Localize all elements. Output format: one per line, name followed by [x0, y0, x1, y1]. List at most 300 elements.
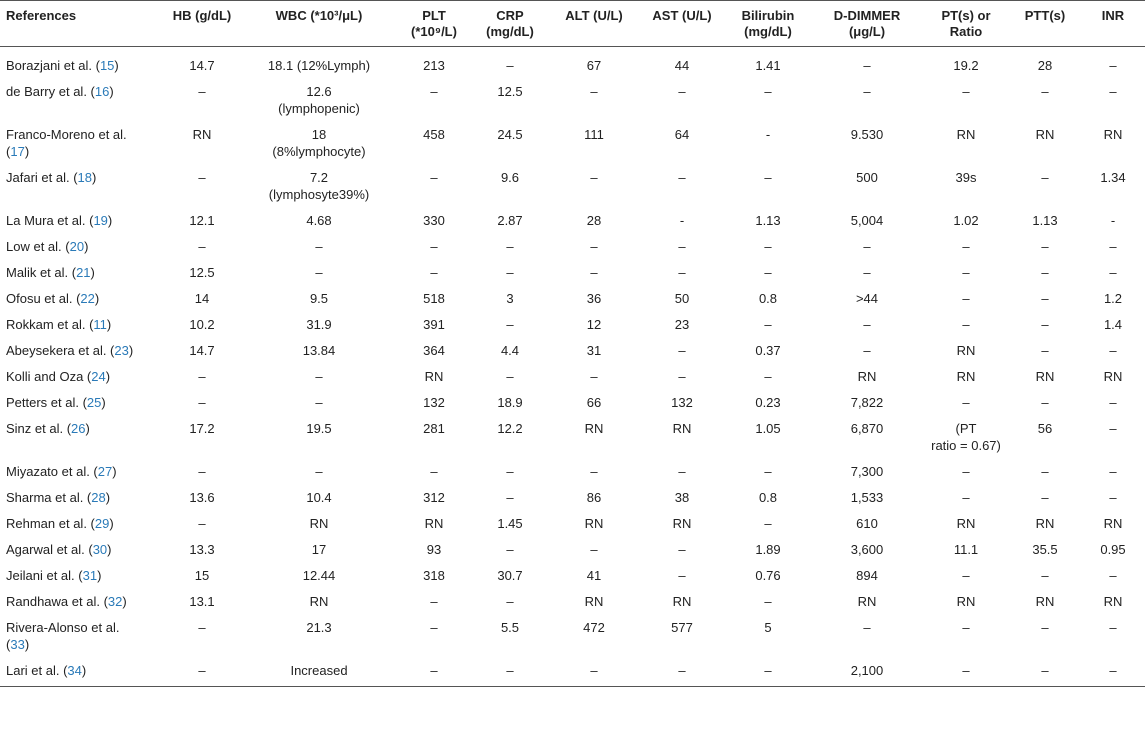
value-cell: –	[1109, 395, 1117, 410]
table-row	[0, 236, 1145, 262]
value-cell: –	[1041, 239, 1049, 254]
value-cell: 1.13	[1032, 213, 1058, 228]
value-cell: RN	[672, 421, 692, 436]
value-cell: 894	[856, 568, 878, 583]
table-row	[0, 565, 1145, 591]
reference-cell: Agarwal et al. (30)	[6, 542, 112, 557]
value-cell: 12.44	[302, 568, 336, 583]
column-header: HB (g/dL)	[172, 8, 232, 23]
value-cell: 364	[423, 343, 445, 358]
reference-cell: Rivera-Alonso et al. (33)	[6, 620, 120, 652]
value-cell: 610	[856, 516, 878, 531]
value-cell: 9.530	[850, 127, 884, 142]
author-text: Petters et al. (	[6, 395, 87, 410]
value-cell: 14	[194, 291, 210, 306]
reference-link[interactable]: 23	[114, 343, 129, 358]
value-cell: –	[506, 265, 514, 280]
column-header: Bilirubin (mg/dL)	[741, 8, 795, 39]
value-cell: –	[430, 663, 438, 678]
table-row	[0, 124, 1145, 167]
value-cell: (PT ratio = 0.67)	[931, 421, 1001, 453]
value-cell: –	[1109, 343, 1117, 358]
value-cell: –	[430, 265, 438, 280]
value-cell: –	[764, 170, 772, 185]
value-cell: RN	[1035, 127, 1055, 142]
value-cell: 213	[423, 58, 445, 73]
reference-cell: Ofosu et al. (22)	[6, 291, 100, 306]
value-cell: 3,600	[850, 542, 884, 557]
value-cell: 23	[674, 317, 690, 332]
reference-cell: Miyazato et al. (27)	[6, 464, 117, 479]
value-cell: –	[198, 516, 206, 531]
value-cell: –	[590, 265, 598, 280]
value-cell: –	[506, 542, 514, 557]
value-cell: 67	[586, 58, 602, 73]
value-cell: RN	[309, 516, 329, 531]
value-cell: 13.84	[302, 343, 336, 358]
author-text: Sinz et al. (	[6, 421, 72, 436]
author-text: Agarwal et al. (	[6, 542, 93, 557]
table-row	[0, 366, 1145, 392]
value-cell: –	[863, 58, 871, 73]
reference-cell: Jeilani et al. (31)	[6, 568, 102, 583]
reference-link[interactable]: 21	[76, 265, 91, 280]
table-row	[0, 392, 1145, 418]
value-cell: –	[1109, 620, 1117, 635]
value-cell: 12.5	[497, 84, 523, 99]
value-cell: 28	[1037, 58, 1053, 73]
value-cell: 12.2	[497, 421, 523, 436]
value-cell: 28	[586, 213, 602, 228]
value-cell: 5.5	[500, 620, 520, 635]
reference-link[interactable]: 27	[97, 464, 113, 479]
value-cell: –	[962, 291, 970, 306]
value-cell: RN	[424, 516, 444, 531]
value-cell: –	[678, 542, 686, 557]
value-cell: RN	[192, 127, 212, 142]
reference-cell: Sinz et al. (26)	[6, 421, 90, 436]
value-cell: –	[1041, 395, 1049, 410]
value-cell: 13.3	[189, 542, 215, 557]
author-text: Low et al. (	[6, 239, 70, 254]
value-cell: –	[1041, 317, 1049, 332]
table-row	[0, 617, 1145, 660]
value-cell: 31.9	[306, 317, 332, 332]
value-cell: –	[590, 84, 598, 99]
value-cell: 330	[423, 213, 445, 228]
value-cell: –	[430, 464, 438, 479]
value-cell: –	[678, 239, 686, 254]
value-cell: 5	[764, 620, 772, 635]
value-cell: 38	[674, 490, 690, 505]
column-header: INR	[1101, 8, 1125, 23]
value-cell: –	[590, 663, 598, 678]
reference-link[interactable]: 25	[86, 395, 102, 410]
value-cell: RN	[1103, 516, 1123, 531]
value-cell: 13.1	[189, 594, 215, 609]
value-cell: –	[506, 58, 514, 73]
value-cell: –	[1109, 239, 1117, 254]
value-cell: –	[962, 265, 970, 280]
table-row	[0, 210, 1145, 236]
value-cell: 132	[671, 395, 693, 410]
value-cell: –	[1041, 663, 1049, 678]
value-cell: 0.37	[755, 343, 781, 358]
value-cell: –	[764, 594, 772, 609]
value-cell: 1,533	[850, 490, 884, 505]
value-cell: –	[1109, 421, 1117, 436]
value-cell: RN	[1103, 594, 1123, 609]
value-cell: 18.1 (12%Lymph)	[267, 58, 371, 73]
column-header: References	[6, 8, 77, 23]
value-cell: –	[764, 464, 772, 479]
table-row	[0, 660, 1145, 687]
value-cell: 36	[586, 291, 602, 306]
value-cell: –	[962, 84, 970, 99]
author-text: Rehman et al. (	[6, 516, 95, 531]
value-cell: 1.89	[755, 542, 781, 557]
table-row	[0, 262, 1145, 288]
value-cell: -	[1110, 213, 1116, 228]
value-cell: 24.5	[497, 127, 523, 142]
reference-link[interactable]: 20	[69, 239, 85, 254]
column-header: WBC (*10³/μL)	[275, 8, 363, 23]
value-cell: –	[315, 265, 323, 280]
value-cell: –	[1109, 490, 1117, 505]
reference-cell: Borazjani et al. (15)	[6, 58, 119, 73]
reference-cell: Petters et al. (25)	[6, 395, 106, 410]
value-cell: RN	[1103, 127, 1123, 142]
value-cell: RN	[1035, 594, 1055, 609]
value-cell: 458	[423, 127, 445, 142]
value-cell: –	[1109, 464, 1117, 479]
author-text: Randhawa et al. (	[6, 594, 108, 609]
value-cell: –	[506, 594, 514, 609]
author-text: Ofosu et al. (	[6, 291, 81, 306]
value-cell: –	[863, 265, 871, 280]
reference-cell: de Barry et al. (16)	[6, 84, 114, 99]
value-cell: Increased	[290, 663, 348, 678]
value-cell: –	[198, 369, 206, 384]
value-cell: –	[1109, 58, 1117, 73]
value-cell: RN	[956, 594, 976, 609]
column-header: PT(s) or Ratio	[941, 8, 991, 39]
value-cell: –	[678, 84, 686, 99]
value-cell: 15	[194, 568, 210, 583]
value-cell: –	[430, 594, 438, 609]
value-cell: 0.95	[1100, 542, 1126, 557]
reference-link[interactable]: 31	[82, 568, 98, 583]
value-cell: 2,100	[850, 663, 884, 678]
value-cell: –	[678, 369, 686, 384]
value-cell: RN	[857, 594, 877, 609]
value-cell: –	[764, 317, 772, 332]
value-cell: –	[962, 395, 970, 410]
reference-link[interactable]: 17	[10, 144, 25, 159]
value-cell: –	[764, 239, 772, 254]
value-cell: 500	[856, 170, 878, 185]
value-cell: 12.1	[189, 213, 215, 228]
value-cell: 4.4	[500, 343, 520, 358]
value-cell: –	[1109, 265, 1117, 280]
value-cell: 1.13	[755, 213, 781, 228]
value-cell: -	[679, 213, 685, 228]
column-header: AST (U/L)	[652, 8, 712, 23]
reference-cell: Low et al. (20)	[6, 239, 89, 254]
reference-link[interactable]: 29	[94, 516, 110, 531]
table-row	[0, 539, 1145, 565]
value-cell: 18.9	[497, 395, 523, 410]
value-cell: RN	[956, 343, 976, 358]
value-cell: –	[1041, 490, 1049, 505]
table-row	[0, 340, 1145, 366]
value-cell: –	[863, 343, 871, 358]
value-cell: 5,004	[850, 213, 884, 228]
value-cell: RN	[1035, 369, 1055, 384]
reference-cell: Abeysekera et al. (23)	[6, 343, 134, 358]
value-cell: –	[315, 239, 323, 254]
table-row	[0, 461, 1145, 487]
author-text: Rivera-Alonso et al.	[6, 620, 120, 635]
value-cell: 21.3	[306, 620, 332, 635]
reference-link[interactable]: 22	[80, 291, 95, 306]
author-text: Jeilani et al. (	[6, 568, 83, 583]
value-cell: –	[1041, 170, 1049, 185]
value-cell: RN	[956, 369, 976, 384]
value-cell: –	[1041, 343, 1049, 358]
value-cell: 17	[311, 542, 327, 557]
value-cell: 19.2	[953, 58, 979, 73]
value-cell: –	[1041, 291, 1049, 306]
value-cell: 11.1	[953, 542, 979, 557]
value-cell: –	[590, 369, 598, 384]
table-header	[0, 1, 1145, 47]
value-cell: –	[1109, 84, 1117, 99]
value-cell: –	[590, 542, 598, 557]
reference-cell: Franco-Moreno et al. (17)	[6, 127, 127, 159]
value-cell: –	[506, 239, 514, 254]
reference-cell: Lari et al. (34)	[6, 663, 87, 678]
value-cell: RN	[584, 516, 604, 531]
value-cell: 0.23	[755, 395, 781, 410]
reference-cell: Sharma et al. (28)	[6, 490, 111, 505]
reference-link[interactable]: 30	[92, 542, 108, 557]
value-cell: RN	[672, 516, 692, 531]
reference-cell: Randhawa et al. (32)	[6, 594, 127, 609]
author-text: Sharma et al. (	[6, 490, 92, 505]
value-cell: –	[198, 663, 206, 678]
value-cell: –	[764, 663, 772, 678]
value-cell: –	[198, 620, 206, 635]
value-cell: 312	[423, 490, 445, 505]
value-cell: –	[506, 663, 514, 678]
value-cell: –	[506, 369, 514, 384]
value-cell: –	[315, 369, 323, 384]
reference-link[interactable]: 11	[93, 317, 107, 332]
value-cell: –	[315, 395, 323, 410]
reference-cell: Rehman et al. (29)	[6, 516, 114, 531]
value-cell: 10.2	[189, 317, 215, 332]
value-cell: 18 (8%lymphocyte)	[272, 127, 366, 159]
column-header: CRP (mg/dL)	[486, 8, 534, 39]
value-cell: 39s	[955, 170, 977, 185]
value-cell: 10.4	[306, 490, 332, 505]
value-cell: 14.7	[189, 343, 215, 358]
reference-link[interactable]: 34	[67, 663, 82, 678]
author-text: Kolli and Oza (	[6, 369, 92, 384]
value-cell: 19.5	[306, 421, 332, 436]
value-cell: 9.6	[500, 170, 520, 185]
value-cell: 44	[674, 58, 690, 73]
reference-link[interactable]: 28	[91, 490, 106, 505]
table-row	[0, 81, 1145, 124]
reference-cell: Jafari et al. (18)	[6, 170, 97, 185]
value-cell: 14.7	[189, 58, 215, 73]
reference-link[interactable]: 26	[71, 421, 86, 436]
value-cell: 41	[586, 568, 602, 583]
value-cell: 577	[671, 620, 693, 635]
value-cell: –	[1041, 464, 1049, 479]
value-cell: –	[678, 663, 686, 678]
author-text: Borazjani et al. (	[6, 58, 100, 73]
value-cell: 12.5	[189, 265, 215, 280]
value-cell: –	[678, 170, 686, 185]
value-cell: –	[590, 239, 598, 254]
value-cell: 6,870	[850, 421, 884, 436]
value-cell: 66	[586, 395, 602, 410]
value-cell: RN	[956, 516, 976, 531]
reference-link[interactable]: 19	[93, 213, 108, 228]
value-cell: –	[962, 464, 970, 479]
reference-cell: La Mura et al. (19)	[6, 213, 113, 228]
value-cell: –	[678, 265, 686, 280]
column-header: ALT (U/L)	[565, 8, 623, 23]
value-cell: 7,300	[850, 464, 884, 479]
value-cell: 56	[1037, 421, 1053, 436]
author-text: Rokkam et al. (	[6, 317, 94, 332]
value-cell: –	[506, 464, 514, 479]
author-text: de Barry et al. (	[6, 84, 95, 99]
author-text: Lari et al. (	[6, 663, 68, 678]
header-row	[0, 1, 1145, 47]
value-cell: 1.41	[755, 58, 781, 73]
value-cell: >44	[855, 291, 879, 306]
table-row	[0, 487, 1145, 513]
value-cell: 64	[674, 127, 690, 142]
reference-link[interactable]: 18	[77, 170, 92, 185]
value-cell: 1.05	[755, 421, 781, 436]
value-cell: –	[198, 395, 206, 410]
value-cell: –	[198, 239, 206, 254]
value-cell: 472	[583, 620, 605, 635]
value-cell: 1.2	[1103, 291, 1123, 306]
value-cell: –	[764, 84, 772, 99]
value-cell: 35.5	[1032, 542, 1058, 557]
value-cell: –	[315, 464, 323, 479]
author-text: Malik et al. (	[6, 265, 77, 280]
value-cell: –	[863, 620, 871, 635]
value-cell: –	[678, 343, 686, 358]
reference-cell: Malik et al. (21)	[6, 265, 95, 280]
value-cell: –	[1041, 84, 1049, 99]
author-text: Jafari et al. (	[6, 170, 78, 185]
column-header: D-DIMMER (μg/L)	[833, 8, 901, 39]
value-cell: RN	[309, 594, 329, 609]
author-text: Abeysekera et al. (	[6, 343, 115, 358]
value-cell: RN	[584, 594, 604, 609]
value-cell: 1.4	[1103, 317, 1123, 332]
value-cell: 12	[586, 317, 602, 332]
value-cell: 1.45	[497, 516, 523, 531]
value-cell: 4.68	[306, 213, 332, 228]
value-cell: –	[430, 239, 438, 254]
value-cell: –	[590, 464, 598, 479]
author-text: Miyazato et al. (	[6, 464, 98, 479]
value-cell: 7.2 (lymphosyte39%)	[268, 170, 370, 202]
value-cell: –	[1109, 568, 1117, 583]
value-cell: –	[678, 568, 686, 583]
value-cell: –	[1109, 663, 1117, 678]
value-cell: 93	[426, 542, 442, 557]
value-cell: –	[198, 464, 206, 479]
value-cell: 318	[423, 568, 445, 583]
reference-link[interactable]: 24	[91, 369, 106, 384]
value-cell: 12.6 (lymphopenic)	[278, 84, 360, 116]
value-cell: RN	[857, 369, 877, 384]
value-cell: –	[764, 369, 772, 384]
value-cell: –	[198, 170, 206, 185]
value-cell: RN	[1103, 369, 1123, 384]
value-cell: –	[506, 317, 514, 332]
column-header: PTT(s)	[1024, 8, 1066, 23]
value-cell: 13.6	[189, 490, 215, 505]
value-cell: 518	[423, 291, 445, 306]
value-cell: –	[863, 239, 871, 254]
value-cell: 30.7	[497, 568, 523, 583]
reference-cell: Kolli and Oza (24)	[6, 369, 111, 384]
value-cell: –	[430, 620, 438, 635]
value-cell: –	[962, 620, 970, 635]
value-cell: 31	[586, 343, 602, 358]
value-cell: 1.02	[953, 213, 979, 228]
value-cell: 0.76	[755, 568, 781, 583]
value-cell: –	[962, 317, 970, 332]
reference-link[interactable]: 16	[94, 84, 110, 99]
value-cell: 86	[586, 490, 602, 505]
table-body	[0, 47, 1145, 687]
value-cell: 17.2	[189, 421, 215, 436]
value-cell: –	[962, 663, 970, 678]
table-row	[0, 167, 1145, 210]
table-row	[0, 513, 1145, 539]
value-cell: RN	[1035, 516, 1055, 531]
reference-link[interactable]: 32	[107, 594, 123, 609]
value-cell: –	[764, 516, 772, 531]
reference-link[interactable]: 15	[99, 58, 115, 73]
value-cell: 2.87	[497, 213, 523, 228]
value-cell: –	[430, 84, 438, 99]
value-cell: 281	[423, 421, 445, 436]
value-cell: -	[765, 127, 771, 142]
value-cell: –	[962, 239, 970, 254]
value-cell: –	[678, 464, 686, 479]
reference-link[interactable]: 33	[10, 637, 25, 652]
value-cell: RN	[424, 369, 444, 384]
value-cell: –	[430, 170, 438, 185]
table-row	[0, 288, 1145, 314]
column-header: PLT (*10⁹/L)	[411, 8, 457, 39]
value-cell: 50	[674, 291, 690, 306]
